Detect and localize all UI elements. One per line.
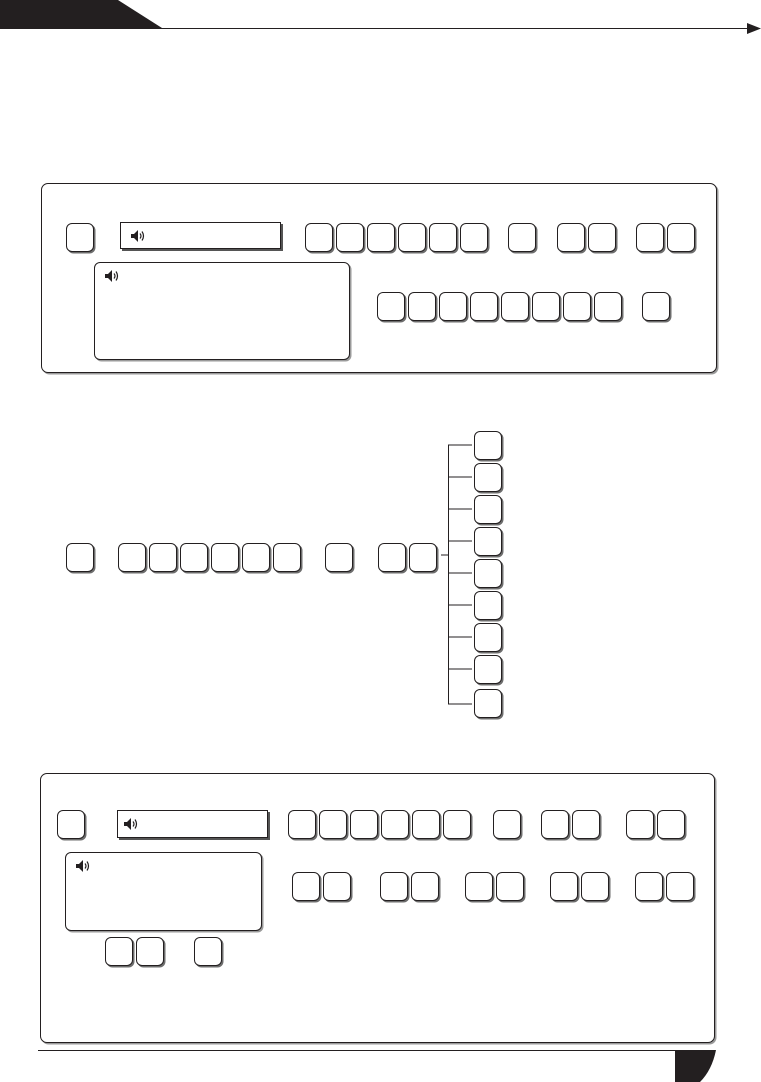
key	[572, 810, 600, 839]
speaker-icon	[123, 817, 139, 831]
branch-key	[474, 463, 502, 492]
key	[508, 223, 536, 252]
key	[377, 292, 405, 321]
key	[118, 543, 146, 572]
key	[443, 810, 471, 839]
key	[496, 872, 524, 901]
speaker-icon	[130, 229, 146, 243]
key	[429, 223, 457, 252]
key	[325, 543, 353, 572]
key	[557, 223, 585, 252]
key	[381, 810, 409, 839]
header-arrow-icon	[747, 23, 761, 34]
key	[470, 292, 498, 321]
speaker-icon	[75, 859, 91, 873]
branch-key	[474, 689, 502, 718]
key	[439, 292, 467, 321]
key	[305, 223, 333, 252]
key	[319, 810, 347, 839]
key	[594, 292, 622, 321]
key	[211, 543, 239, 572]
key	[657, 810, 685, 839]
message-display	[65, 852, 262, 931]
key-start	[66, 223, 94, 252]
key	[336, 223, 364, 252]
key	[292, 872, 320, 901]
key	[66, 543, 94, 572]
key	[378, 543, 406, 572]
key	[288, 810, 316, 839]
page-number-tab	[675, 1050, 716, 1082]
key	[626, 810, 654, 839]
key	[367, 223, 395, 252]
key	[105, 937, 133, 966]
key-start	[57, 810, 85, 839]
key	[136, 937, 164, 966]
key	[323, 872, 351, 901]
key	[581, 872, 609, 901]
key	[588, 223, 616, 252]
branch-key	[474, 655, 502, 684]
key	[636, 223, 664, 252]
key	[465, 872, 493, 901]
voice-display	[120, 222, 281, 249]
key	[412, 810, 440, 839]
branch-key	[474, 591, 502, 620]
branch-bracket	[441, 445, 472, 704]
key	[501, 292, 529, 321]
branch-key	[474, 495, 502, 524]
key	[398, 223, 426, 252]
branch-key	[474, 527, 502, 556]
key	[194, 937, 222, 966]
key	[532, 292, 560, 321]
key	[409, 543, 437, 572]
voice-display	[117, 810, 268, 838]
key	[667, 223, 695, 252]
key	[550, 872, 578, 901]
key	[180, 543, 208, 572]
branch-key	[474, 559, 502, 588]
key	[493, 810, 521, 839]
branch-key	[474, 431, 502, 460]
key	[666, 872, 694, 901]
key	[149, 543, 177, 572]
key	[411, 872, 439, 901]
key	[273, 543, 301, 572]
key	[242, 543, 270, 572]
key	[408, 292, 436, 321]
key	[563, 292, 591, 321]
header-tab	[0, 0, 162, 28]
key	[635, 872, 663, 901]
branch-key	[474, 623, 502, 652]
key	[460, 223, 488, 252]
key	[541, 810, 569, 839]
key	[350, 810, 378, 839]
key	[642, 292, 670, 321]
key	[380, 872, 408, 901]
speaker-icon	[104, 269, 120, 283]
message-display	[94, 262, 350, 360]
